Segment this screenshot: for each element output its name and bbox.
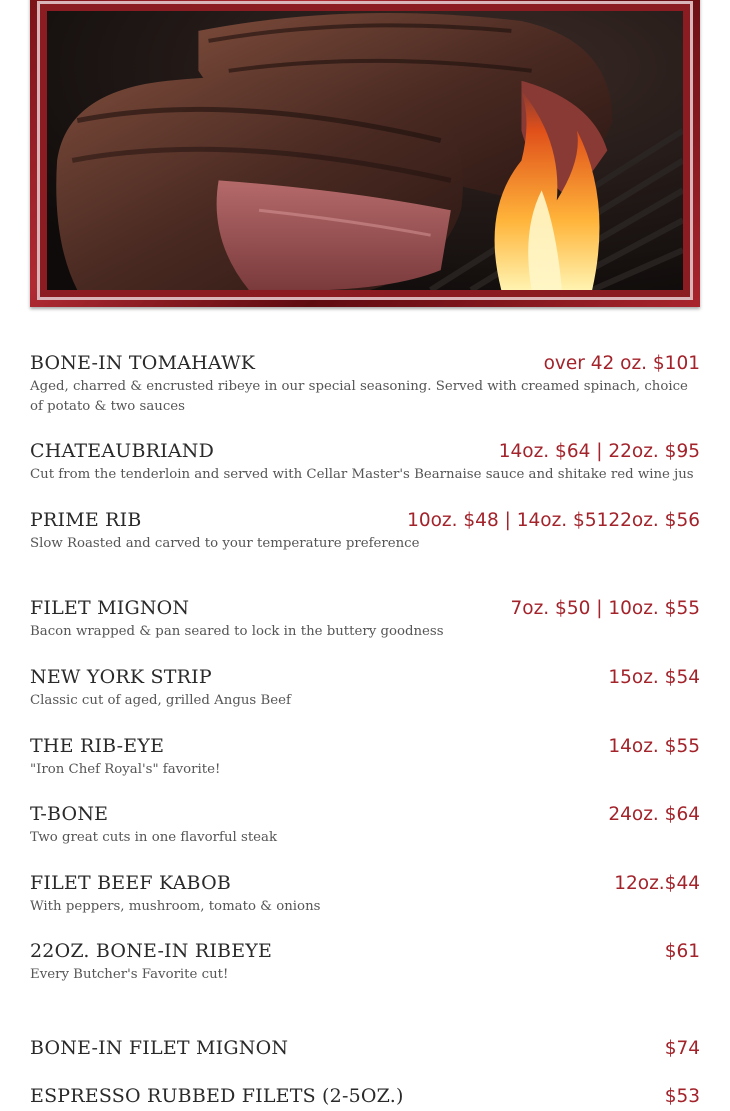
item-name: BONE-IN TOMAHAWK (30, 352, 256, 374)
item-name: FILET BEEF KABOB (30, 872, 232, 894)
item-price: 7oz. $50 | 10oz. $55 (510, 598, 700, 619)
item-name: PRIME RIB (30, 509, 142, 531)
item-price: $74 (664, 1038, 700, 1059)
item-name: FILET MIGNON (30, 597, 190, 619)
item-price: 12oz.$44 (614, 873, 700, 894)
item-description: Two great cuts in one flavorful steak (30, 830, 278, 845)
item-price: 14oz. $64 | 22oz. $95 (498, 441, 700, 462)
menu-item (30, 663, 700, 711)
menu-item (30, 1082, 700, 1111)
item-name: CHATEAUBRIAND (30, 440, 215, 462)
menu-item (30, 594, 700, 642)
hero-frame-inner (40, 4, 690, 297)
item-name: T-BONE (30, 803, 109, 825)
item-price: 14oz. $55 (608, 736, 700, 757)
item-price: over 42 oz. $101 (543, 353, 700, 374)
menu-item (30, 506, 700, 554)
item-name: NEW YORK STRIP (30, 666, 212, 688)
menu-item (30, 349, 700, 417)
steak-photo (47, 11, 683, 290)
item-price: 15oz. $54 (608, 667, 700, 688)
item-description: Cut from the tenderloin and served with Cellar Master's Bearnaise sauce and shitake red wine jus (30, 467, 694, 482)
item-description: "Iron Chef Royal's" favorite! (30, 762, 221, 777)
item-description: Bacon wrapped & pan seared to lock in the buttery goodness (30, 624, 444, 639)
item-description: Every Butcher's Favorite cut! (30, 967, 229, 982)
steak-photo-illustration (47, 11, 683, 290)
menu-item (30, 437, 700, 485)
item-name: THE RIB-EYE (30, 735, 165, 757)
item-description: With peppers, mushroom, tomato & onions (30, 899, 321, 914)
item-description: Aged, charred & encrusted ribeye in our special seasoning. Served with creamed spinach, choice of potato & two sauces (30, 379, 688, 414)
item-description: Slow Roasted and carved to your temperature preference (30, 536, 420, 551)
item-name: ESPRESSO RUBBED FILETS (2-5OZ.) (30, 1085, 404, 1107)
hero-frame-mat (37, 1, 693, 300)
hero-image-frame (30, 0, 700, 307)
item-price: 10oz. $48 | 14oz. $5122oz. $56 (407, 510, 700, 531)
item-price: $53 (664, 1086, 700, 1107)
menu-item (30, 1034, 700, 1063)
menu-item (30, 869, 700, 917)
item-name: 22OZ. BONE-IN RIBEYE (30, 940, 273, 962)
menu-item (30, 937, 700, 985)
item-price: $61 (664, 941, 700, 962)
menu-item (30, 800, 700, 848)
item-description: Classic cut of aged, grilled Angus Beef (30, 693, 291, 708)
item-price: 24oz. $64 (608, 804, 700, 825)
menu-item (30, 732, 700, 780)
item-name: BONE-IN FILET MIGNON (30, 1037, 289, 1059)
